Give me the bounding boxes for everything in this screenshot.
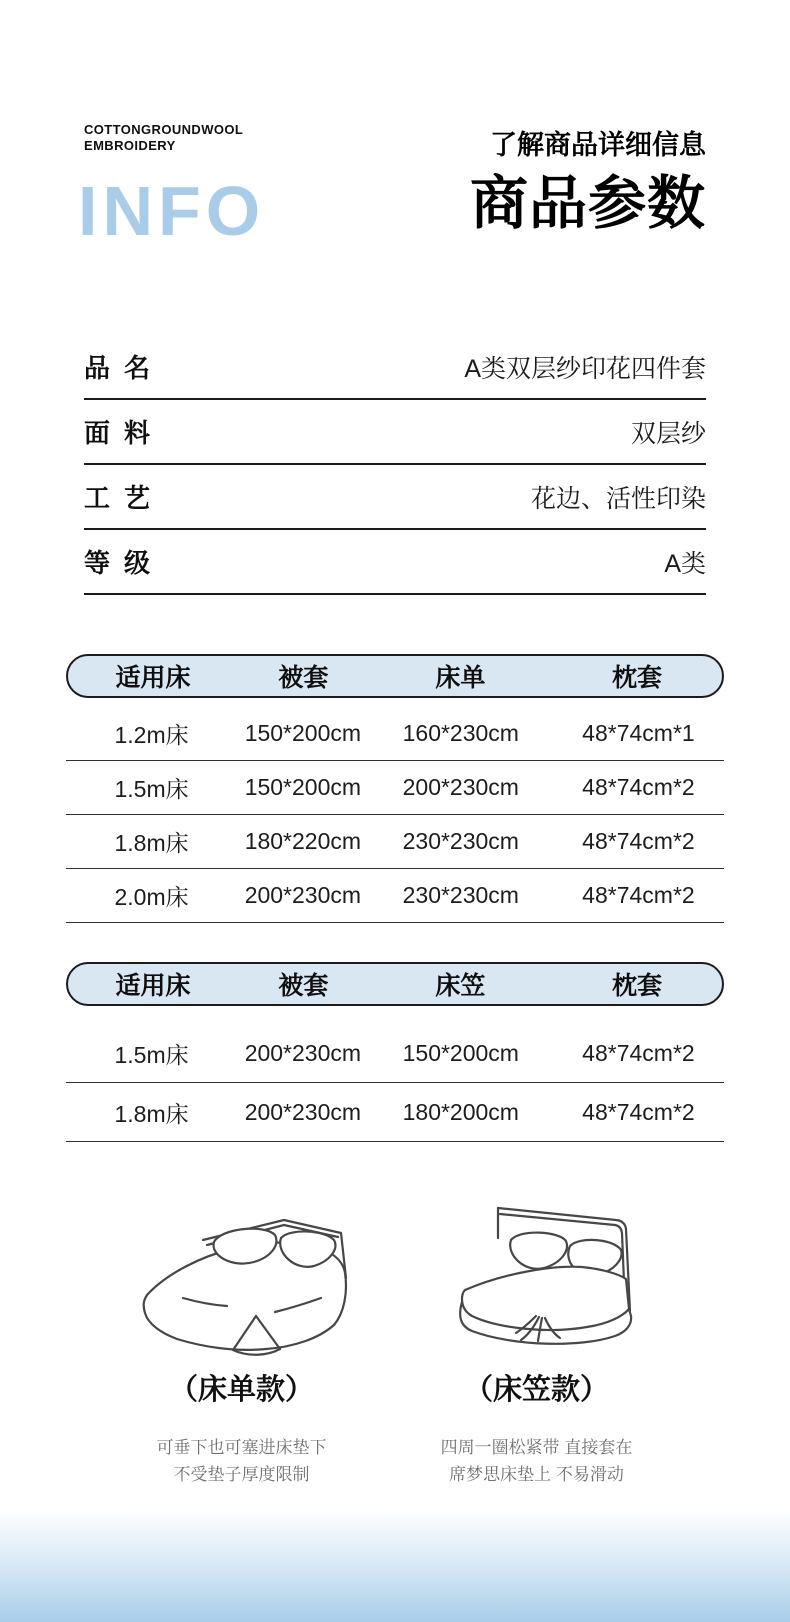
size-table-fitted [66, 962, 724, 1142]
cell-pillow: 48*74cm*1 [582, 720, 695, 746]
cell-bed: 1.8m床 [114, 830, 189, 856]
col-header-pillow: 枕套 [611, 972, 662, 1000]
table-row [66, 869, 724, 923]
col-header-pillow: 枕套 [611, 664, 662, 692]
cell-duvet: 200*230cm [244, 1098, 362, 1125]
size-table-header [66, 654, 724, 698]
cell-bed: 1.5m床 [114, 776, 189, 802]
variant-title: （床笠款） [463, 1374, 609, 1406]
variant-fitted-sheet [389, 1178, 706, 1488]
spec-row-craft [84, 465, 706, 530]
page-title: 商品参数 [469, 171, 706, 236]
variant-flat-sheet [84, 1178, 389, 1488]
bed-fitted-sheet-illustration [407, 1178, 667, 1363]
spec-value: A类 [664, 549, 706, 578]
cell-fitted: 150*200cm [402, 1039, 519, 1066]
spec-row-name [84, 335, 706, 400]
cell-bed: 1.5m床 [114, 1041, 189, 1068]
size-table-header [66, 962, 724, 1006]
spec-label [84, 478, 150, 515]
spec-value: A类双层纱印花四件套 [464, 354, 706, 383]
col-header-bed: 适用床 [115, 664, 191, 692]
bed-flat-sheet-illustration [112, 1178, 372, 1363]
size-table-sheet [66, 654, 724, 923]
cell-duvet: 180*220cm [244, 828, 362, 854]
col-header-bed: 适用床 [115, 972, 191, 1000]
spec-label-char: 等 [84, 548, 111, 578]
variant-description [94, 1434, 389, 1488]
variant-title: （床单款） [168, 1374, 314, 1406]
info-watermark: INFO [78, 172, 266, 250]
col-header-sheet: 床单 [435, 664, 486, 692]
table-row [66, 1024, 724, 1083]
cell-duvet: 150*200cm [244, 774, 362, 800]
brand-line-2: EMBROIDERY [84, 138, 176, 153]
cell-sheet: 230*230cm [402, 882, 519, 908]
spec-label-char: 工 [84, 483, 111, 513]
variant-section [84, 1178, 706, 1488]
brand-line-1: COTTONGROUNDWOOL [84, 122, 244, 137]
spec-label-char: 料 [123, 418, 150, 448]
spec-label-char: 品 [84, 353, 111, 383]
size-table-body [66, 707, 724, 923]
col-header-duvet: 被套 [278, 664, 329, 692]
spec-row-grade [84, 530, 706, 595]
page-header [470, 130, 706, 234]
cell-pillow: 48*74cm*2 [582, 1039, 695, 1066]
brand-logo-text [84, 122, 243, 154]
spec-label [84, 413, 150, 450]
spec-value: 花边、活性印染 [530, 484, 706, 513]
cell-bed: 1.8m床 [114, 1100, 189, 1127]
col-header-duvet: 被套 [278, 972, 329, 1000]
col-header-fitted: 床笠 [435, 972, 486, 1000]
cell-duvet: 200*230cm [244, 1039, 362, 1066]
size-table-body [66, 1024, 724, 1142]
product-spec-table [84, 335, 706, 595]
cell-pillow: 48*74cm*2 [582, 1098, 695, 1125]
variant-description [389, 1434, 684, 1488]
variant-desc-line: 席梦思床垫上 不易滑动 [449, 1465, 624, 1484]
table-row [66, 1083, 724, 1142]
cell-duvet: 200*230cm [244, 882, 362, 908]
cell-duvet: 150*200cm [244, 720, 362, 746]
spec-label [84, 348, 150, 385]
cell-bed: 1.2m床 [114, 722, 189, 748]
variant-desc-line: 四周一圈松紧带 直接套在 [440, 1438, 633, 1457]
spec-row-fabric [84, 400, 706, 465]
cell-pillow: 48*74cm*2 [582, 882, 695, 908]
spec-label-char: 艺 [123, 483, 150, 513]
table-row [66, 707, 724, 761]
table-row [66, 761, 724, 815]
cell-sheet: 160*230cm [402, 720, 519, 746]
cell-sheet: 230*230cm [402, 828, 519, 854]
cell-fitted: 180*200cm [402, 1098, 519, 1125]
cell-pillow: 48*74cm*2 [582, 774, 695, 800]
spec-label [84, 543, 150, 580]
spec-label-char: 级 [123, 548, 150, 578]
table-row [66, 815, 724, 869]
header-subtitle: 了解商品详细信息 [490, 130, 706, 160]
cell-sheet: 200*230cm [402, 774, 519, 800]
cell-bed: 2.0m床 [114, 884, 189, 910]
bottom-gradient [0, 1510, 790, 1622]
spec-label-char: 面 [84, 418, 111, 448]
variant-desc-line: 不受垫子厚度限制 [173, 1465, 310, 1484]
spec-value: 双层纱 [630, 419, 706, 448]
variant-desc-line: 可垂下也可塞进床垫下 [156, 1438, 327, 1457]
spec-label-char: 名 [123, 353, 150, 383]
cell-pillow: 48*74cm*2 [582, 828, 695, 854]
